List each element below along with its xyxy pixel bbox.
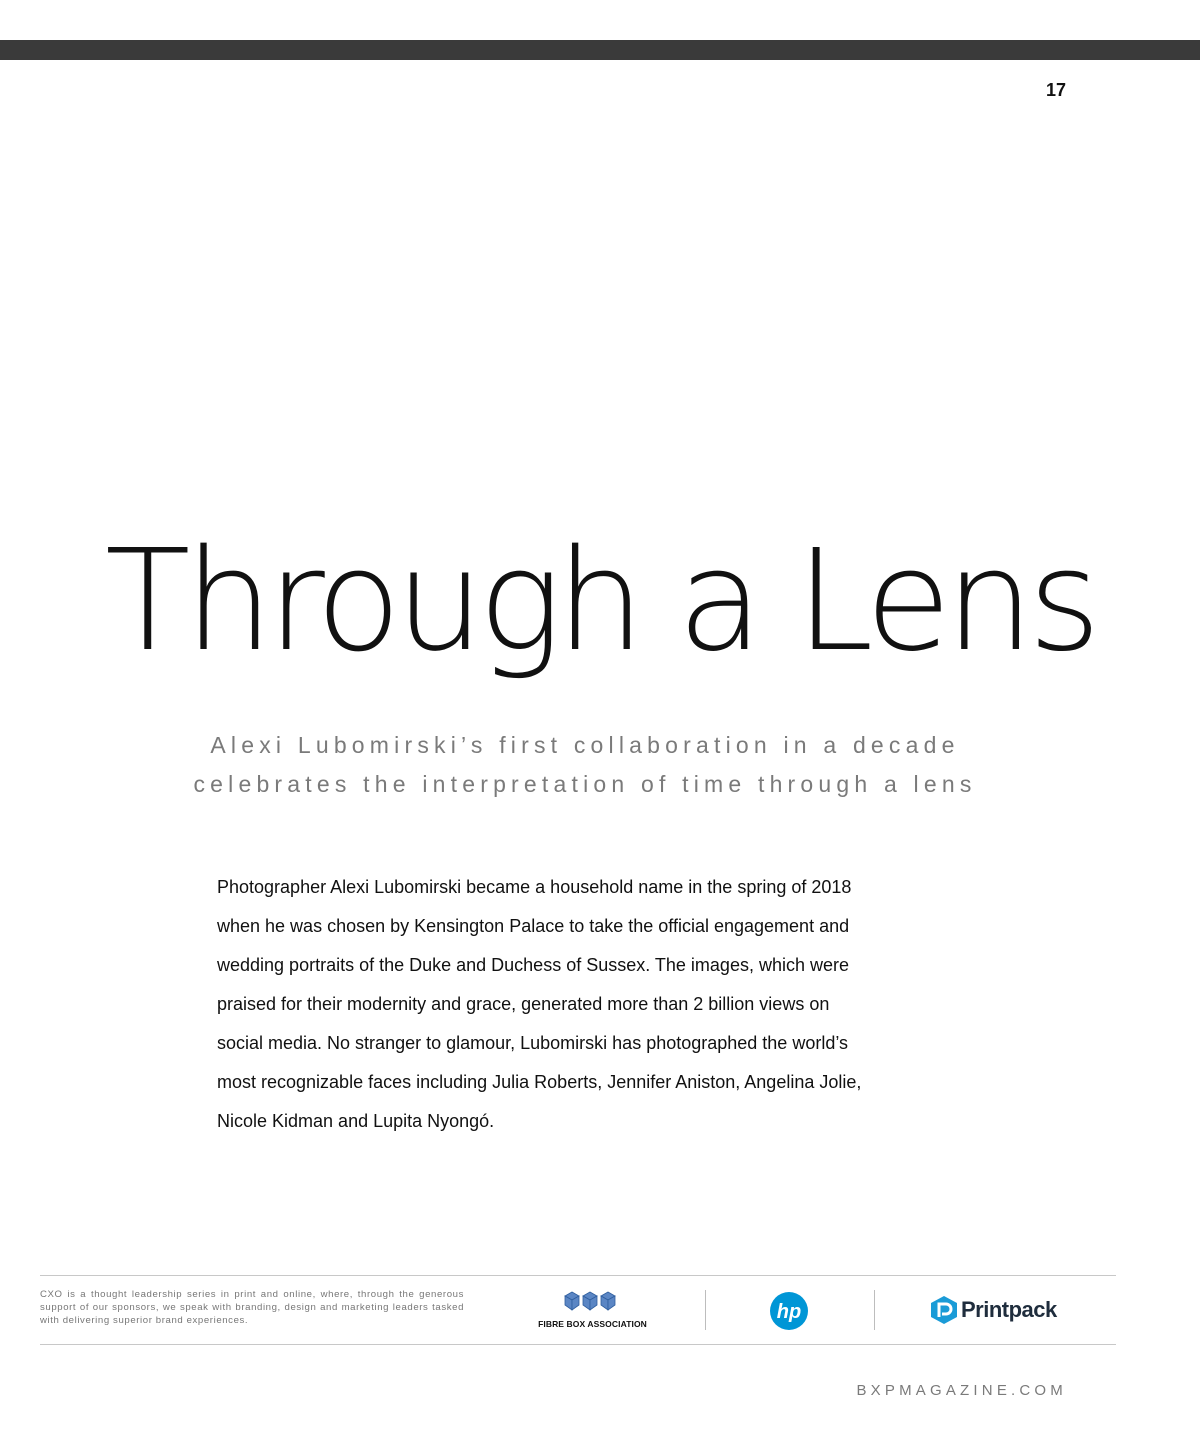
site-url[interactable]: BXPMAGAZINE.COM <box>856 1382 1067 1399</box>
body-line: when he was chosen by Kensington Palace to take the official engagement and <box>217 916 850 936</box>
body-paragraph <box>217 868 977 1141</box>
printpack-icon <box>930 1295 958 1325</box>
fibre-box-association-logo <box>530 1290 655 1332</box>
hp-logo <box>769 1291 809 1331</box>
body-line: most recognizable faces including Julia Roberts, Jennifer Aniston, Angelina Jolie, <box>217 1072 862 1092</box>
fibre-box-association-name: FIBRE BOX ASSOCIATION <box>538 1319 647 1329</box>
subtitle-line-2: celebrates the interpretation of time through a lens <box>193 771 977 797</box>
printpack-logo <box>930 1294 1057 1326</box>
sponsor-divider <box>705 1290 706 1330</box>
top-bar <box>0 40 1200 60</box>
body-line: praised for their modernity and grace, generated more than 2 billion views on <box>217 994 830 1014</box>
footer-blurb: CXO is a thought leadership series in print and online, where, through the generous support of our sponsors, we speak with branding, design and marketing leaders tasked with delivering superior brand experiences. <box>40 1289 464 1326</box>
svg-text:hp: hp <box>776 1301 802 1323</box>
printpack-name: Printpack <box>961 1297 1057 1322</box>
page-number: 17 <box>1045 80 1066 100</box>
body-line: Photographer Alexi Lubomirski became a household name in the spring of 2018 <box>217 877 852 897</box>
body-line: social media. No stranger to glamour, Lubomirski has photographed the world’s <box>217 1033 849 1053</box>
footer-divider-top <box>40 1275 1116 1276</box>
sponsor-divider <box>874 1290 875 1330</box>
fibre-box-icon <box>563 1290 619 1314</box>
footer-divider-bottom <box>40 1344 1116 1345</box>
body-line: Nicole Kidman and Lupita Nyongó. <box>217 1111 495 1131</box>
page-title: Through a Lens <box>105 520 1095 683</box>
body-line: wedding portraits of the Duke and Duchess of Sussex. The images, which were <box>217 955 849 975</box>
subtitle-line-1: Alexi Lubomirski’s first collaboration in a decade <box>210 732 960 758</box>
